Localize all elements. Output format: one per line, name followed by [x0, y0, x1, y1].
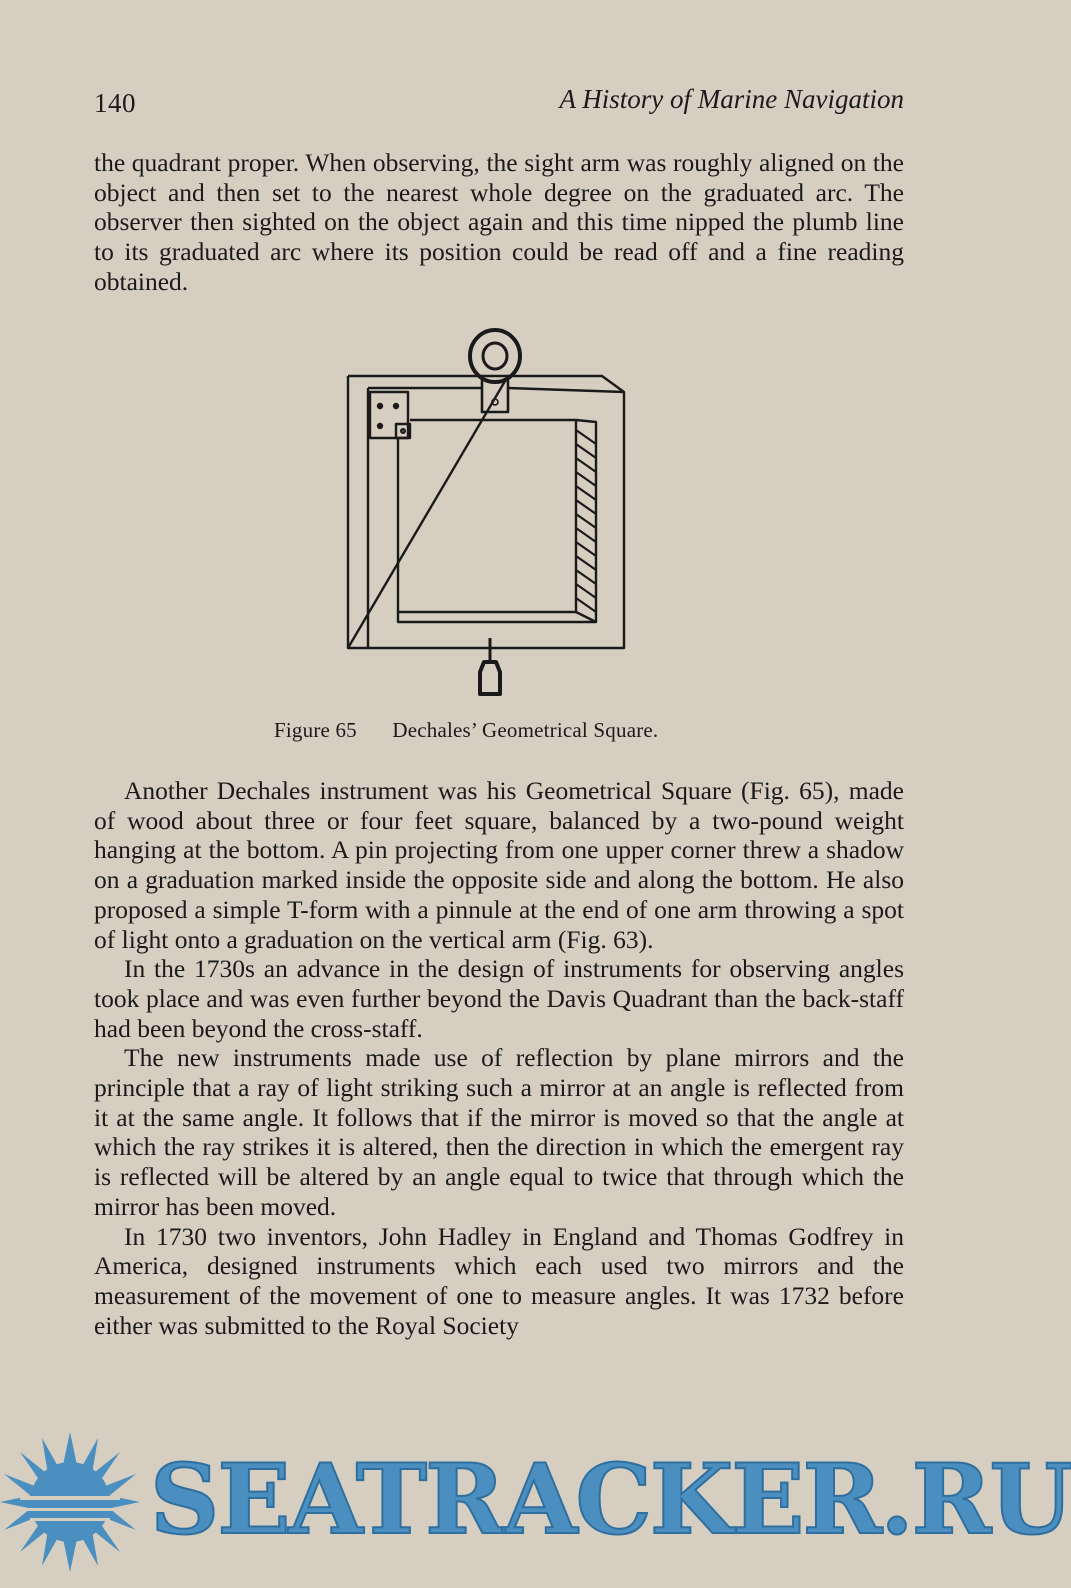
ring-icon — [470, 330, 520, 382]
running-head: A History of Marine Navigation — [559, 84, 904, 114]
paragraph: the quadrant proper. When observing, the sight arm was roughly aligned on the object and then set to the nearest whole degree on the graduated arc. The observer then sighted on the object again and this time nipped the plumb line to its graduated arc where its position could be read off and a fine reading obtained. — [94, 148, 904, 296]
paragraph: Another Dechales instrument was his Geometrical Square (Fig. 65), made of wood about three or four feet square, balanced by a two-pound weight hanging at the bottom. A pin projecting from one upper corner threw a shadow on a graduation marked inside the opposite side and along the bottom. He also proposed a simple T-form with a pinnule at the end of one arm throwing a spot of light onto a graduation on the vertical arm (Fig. 63). — [94, 776, 904, 954]
watermark-text: SEATRACKER.RU — [150, 1443, 1071, 1556]
graduation-hatching — [576, 430, 596, 612]
paragraph: In the 1730s an advance in the design of instruments for observing angles took place and was even further beyond the Davis Quadrant than the back-staff had been beyond the cross-staff. — [94, 954, 904, 1043]
text-block-bottom — [94, 776, 904, 1340]
geometrical-square-illustration — [330, 326, 650, 712]
text-block-top — [94, 148, 904, 297]
page-number: 140 — [94, 88, 136, 118]
sun-burst-icon — [0, 1432, 140, 1572]
paragraph: The new instruments made use of reflection by plane mirrors and the principle that a ray of light striking such a mirror at an angle is reflected from it at the same angle. It follows that if the mirror is moved so that the angle at which the ray strikes it is altered, then the direction in which the emergent ray is reflected will be altered by an angle equal to twice that through which the mirror has been moved. — [94, 1043, 904, 1221]
figure-caption-text: Dechales’ Geometrical Square. — [392, 718, 659, 742]
weight-icon — [480, 662, 500, 694]
figure-caption — [274, 718, 658, 743]
figure-label: Figure 65 — [274, 718, 357, 742]
paragraph: In 1730 two inventors, John Hadley in England and Thomas Godfrey in America, designed instruments which each used two mirrors and the measurement of the movement of one to measure angles. It was 1732 before either was submitted to the Royal Society — [94, 1221, 904, 1340]
